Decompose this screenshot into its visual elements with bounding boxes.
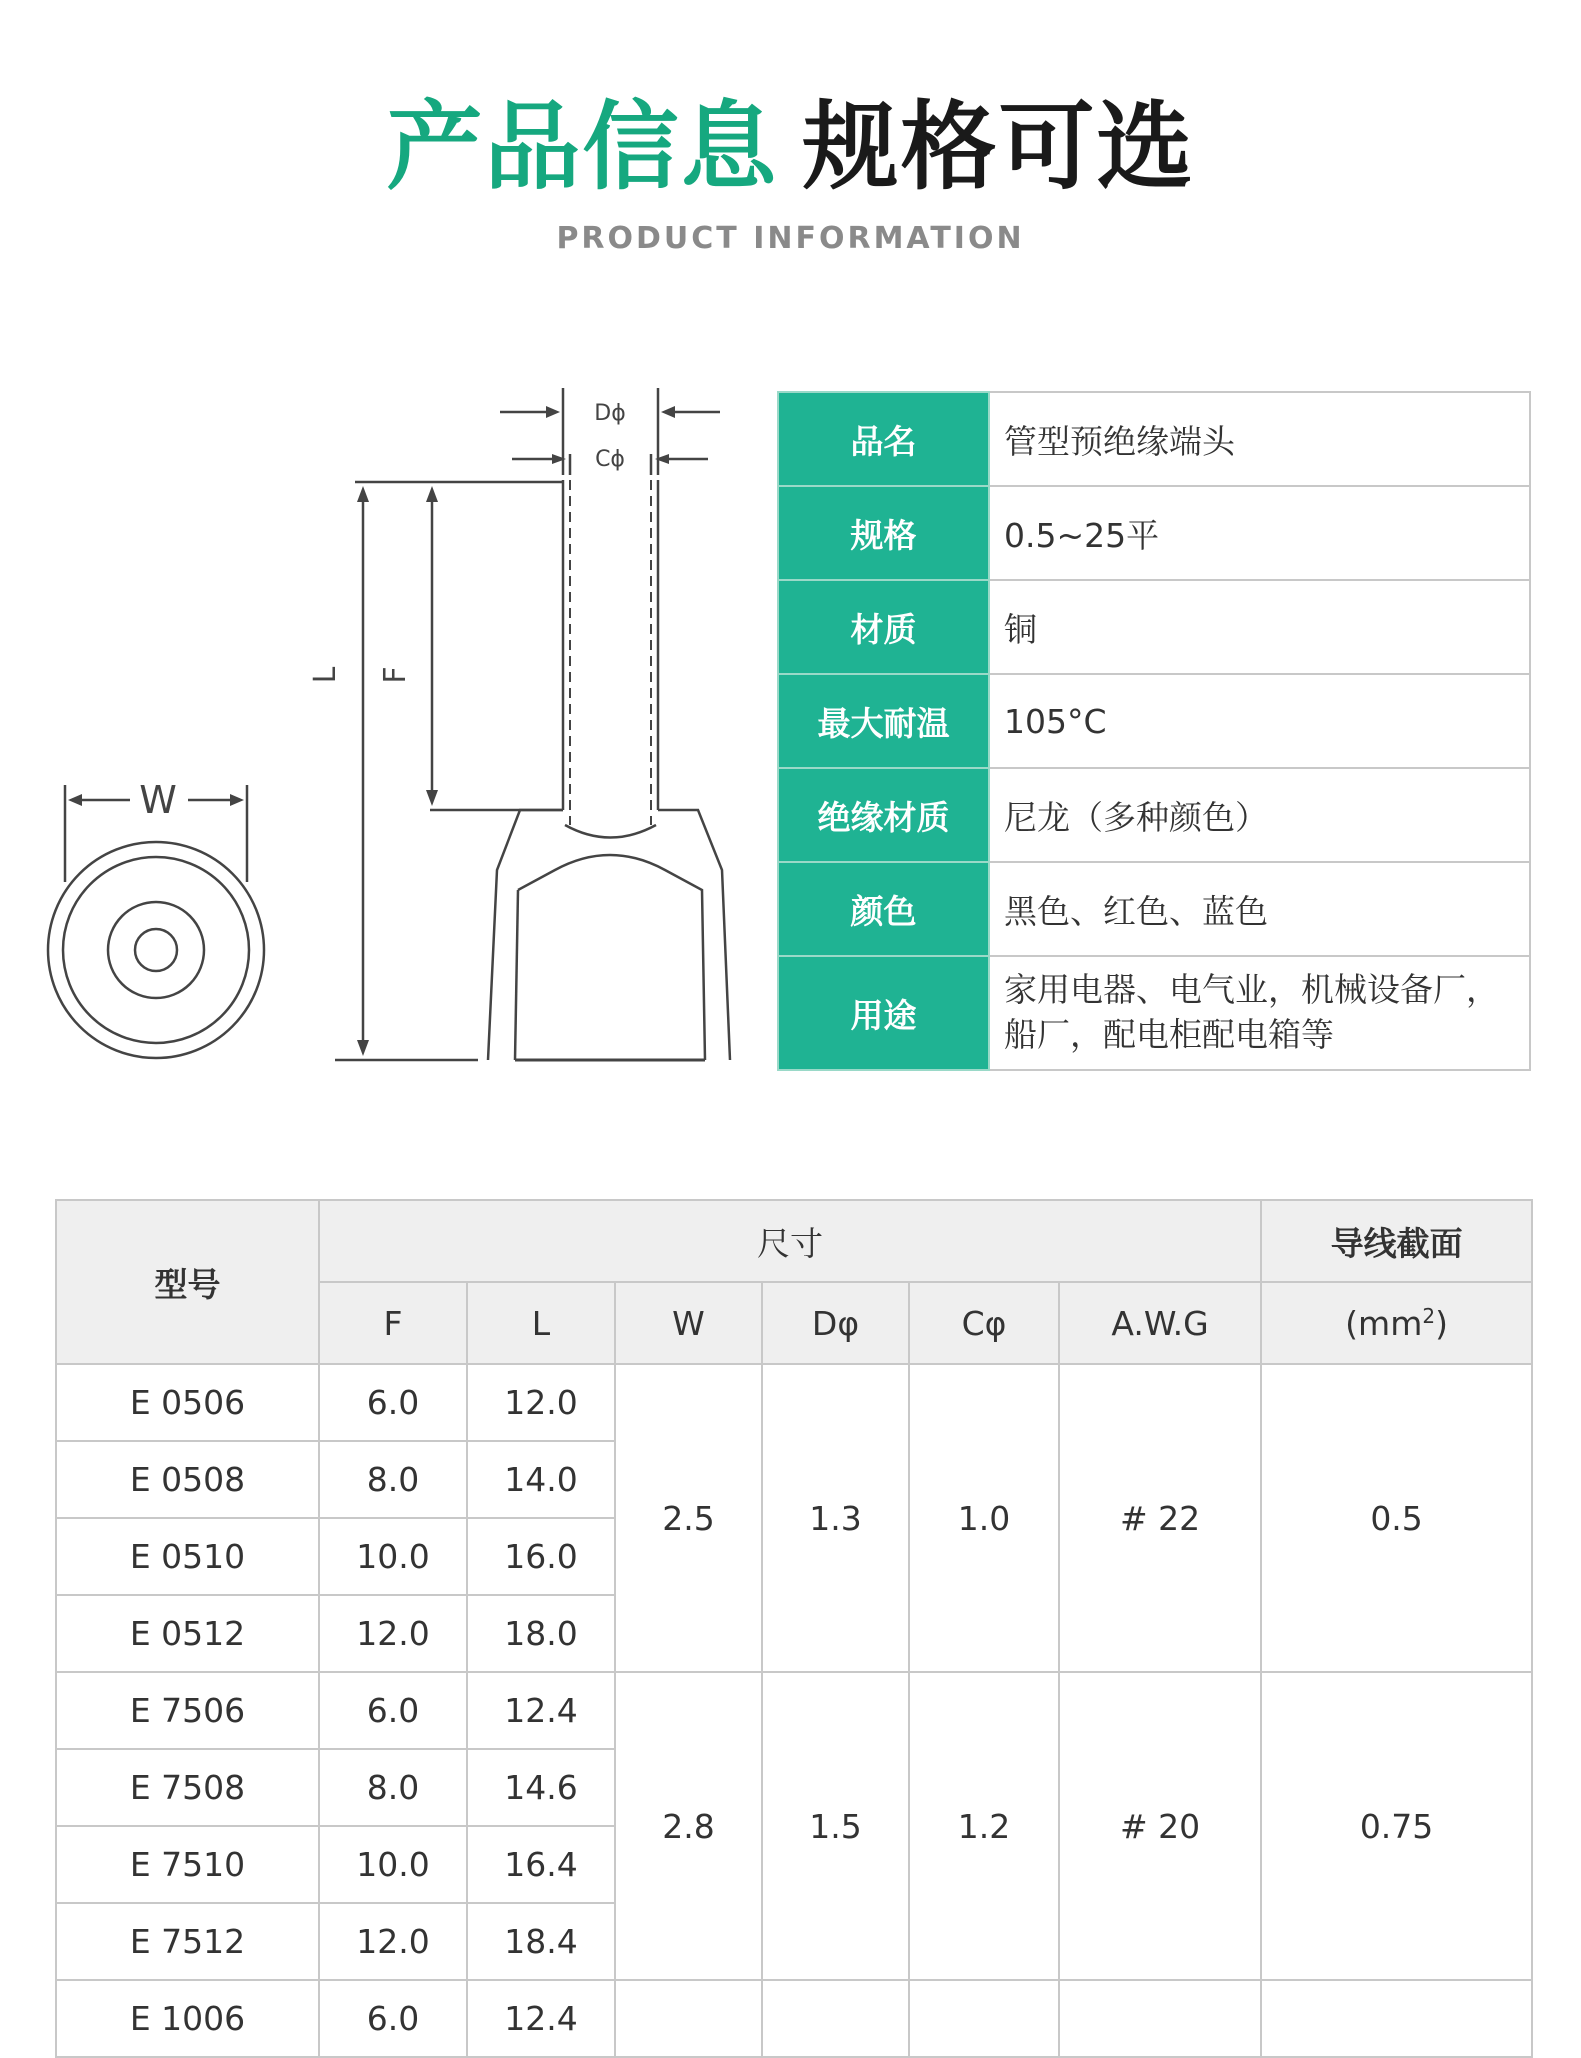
cell-c: 1.0	[909, 1364, 1059, 1672]
cell-w	[615, 1980, 762, 2057]
cell-l: 12.0	[467, 1364, 615, 1441]
cell-awg: # 20	[1059, 1672, 1261, 1980]
info-value-line: 家用电器、电气业，机械设备厂，	[1004, 970, 1499, 1010]
info-row	[778, 768, 1530, 862]
title-spec-options: 规格可选	[802, 91, 1195, 203]
cell-awg: # 22	[1059, 1364, 1261, 1672]
product-info-table	[777, 391, 1531, 1071]
cell-f: 6.0	[319, 1980, 467, 2057]
cell-l: 18.0	[467, 1595, 615, 1672]
info-key: 最大耐温	[778, 674, 989, 768]
info-value	[989, 956, 1530, 1070]
cell-w: 2.5	[615, 1364, 762, 1672]
header-section: 导线截面	[1261, 1200, 1532, 1282]
info-value: 105°C	[989, 674, 1530, 768]
cell-model: E 1006	[56, 1980, 319, 2057]
label-c: Cϕ	[595, 447, 625, 472]
unit-pre: (mm	[1345, 1303, 1423, 1343]
title-product-info: 产品信息	[386, 91, 779, 203]
info-row	[778, 956, 1530, 1070]
info-value-line: 船厂，配电柜配电箱等	[1004, 1015, 1334, 1054]
cell-f: 10.0	[319, 1518, 467, 1595]
label-d: Dϕ	[594, 401, 626, 426]
cell-model: E 0510	[56, 1518, 319, 1595]
info-row	[778, 580, 1530, 674]
cell-c	[909, 1980, 1059, 2057]
info-value: 铜	[989, 580, 1530, 674]
header-size: 尺寸	[319, 1200, 1261, 1282]
cell-l: 14.0	[467, 1441, 615, 1518]
info-key: 规格	[778, 486, 989, 580]
info-row	[778, 486, 1530, 580]
page-title	[0, 91, 1581, 203]
cell-model: E 7508	[56, 1749, 319, 1826]
info-row	[778, 392, 1530, 486]
cell-model: E 0506	[56, 1364, 319, 1441]
page-header	[0, 91, 1581, 256]
header-f: F	[319, 1282, 467, 1364]
table-row	[56, 1672, 1532, 1749]
cell-model: E 7510	[56, 1826, 319, 1903]
info-key: 用途	[778, 956, 989, 1070]
cell-awg	[1059, 1980, 1261, 2057]
info-value: 尼龙（多种颜色）	[989, 768, 1530, 862]
cell-l: 16.4	[467, 1826, 615, 1903]
spec-table	[55, 1199, 1533, 2058]
ferrule-diagram	[0, 370, 760, 1090]
cell-section: 0.75	[1261, 1672, 1532, 1980]
info-key: 材质	[778, 580, 989, 674]
header-section-unit	[1261, 1282, 1532, 1364]
cell-f: 6.0	[319, 1672, 467, 1749]
label-w: W	[139, 778, 177, 822]
info-key: 绝缘材质	[778, 768, 989, 862]
header-d: Dφ	[762, 1282, 909, 1364]
cell-model: E 7506	[56, 1672, 319, 1749]
info-value: 0.5~25平	[989, 486, 1530, 580]
page-subtitle: PRODUCT INFORMATION	[556, 220, 1025, 256]
cell-f: 12.0	[319, 1595, 467, 1672]
cell-l: 12.4	[467, 1672, 615, 1749]
header-c: Cφ	[909, 1282, 1059, 1364]
cell-model: E 0508	[56, 1441, 319, 1518]
cell-l: 18.4	[467, 1903, 615, 1980]
info-key: 品名	[778, 392, 989, 486]
info-row	[778, 862, 1530, 956]
header-l: L	[467, 1282, 615, 1364]
cell-l: 16.0	[467, 1518, 615, 1595]
cell-f: 8.0	[319, 1441, 467, 1518]
cell-l: 12.4	[467, 1980, 615, 2057]
label-f: F	[378, 666, 413, 684]
cell-l: 14.6	[467, 1749, 615, 1826]
header-model: 型号	[56, 1200, 319, 1364]
cell-c: 1.2	[909, 1672, 1059, 1980]
cell-f: 12.0	[319, 1903, 467, 1980]
header-w: W	[615, 1282, 762, 1364]
cell-f: 8.0	[319, 1749, 467, 1826]
header-awg: A.W.G	[1059, 1282, 1261, 1364]
table-row	[56, 1364, 1532, 1441]
cell-section	[1261, 1980, 1532, 2057]
info-row	[778, 674, 1530, 768]
label-l: L	[308, 666, 343, 684]
unit-sup: 2	[1422, 1303, 1436, 1328]
cell-model: E 7512	[56, 1903, 319, 1980]
cell-f: 6.0	[319, 1364, 467, 1441]
table-row	[56, 1980, 1532, 2057]
cell-d	[762, 1980, 909, 2057]
info-key: 颜色	[778, 862, 989, 956]
info-value: 黑色、红色、蓝色	[989, 862, 1530, 956]
cell-model: E 0512	[56, 1595, 319, 1672]
cell-f: 10.0	[319, 1826, 467, 1903]
cell-d: 1.5	[762, 1672, 909, 1980]
spec-header-row	[56, 1200, 1532, 1282]
unit-post: )	[1435, 1303, 1448, 1343]
cell-d: 1.3	[762, 1364, 909, 1672]
cell-section: 0.5	[1261, 1364, 1532, 1672]
info-value: 管型预绝缘端头	[989, 392, 1530, 486]
cell-w: 2.8	[615, 1672, 762, 1980]
